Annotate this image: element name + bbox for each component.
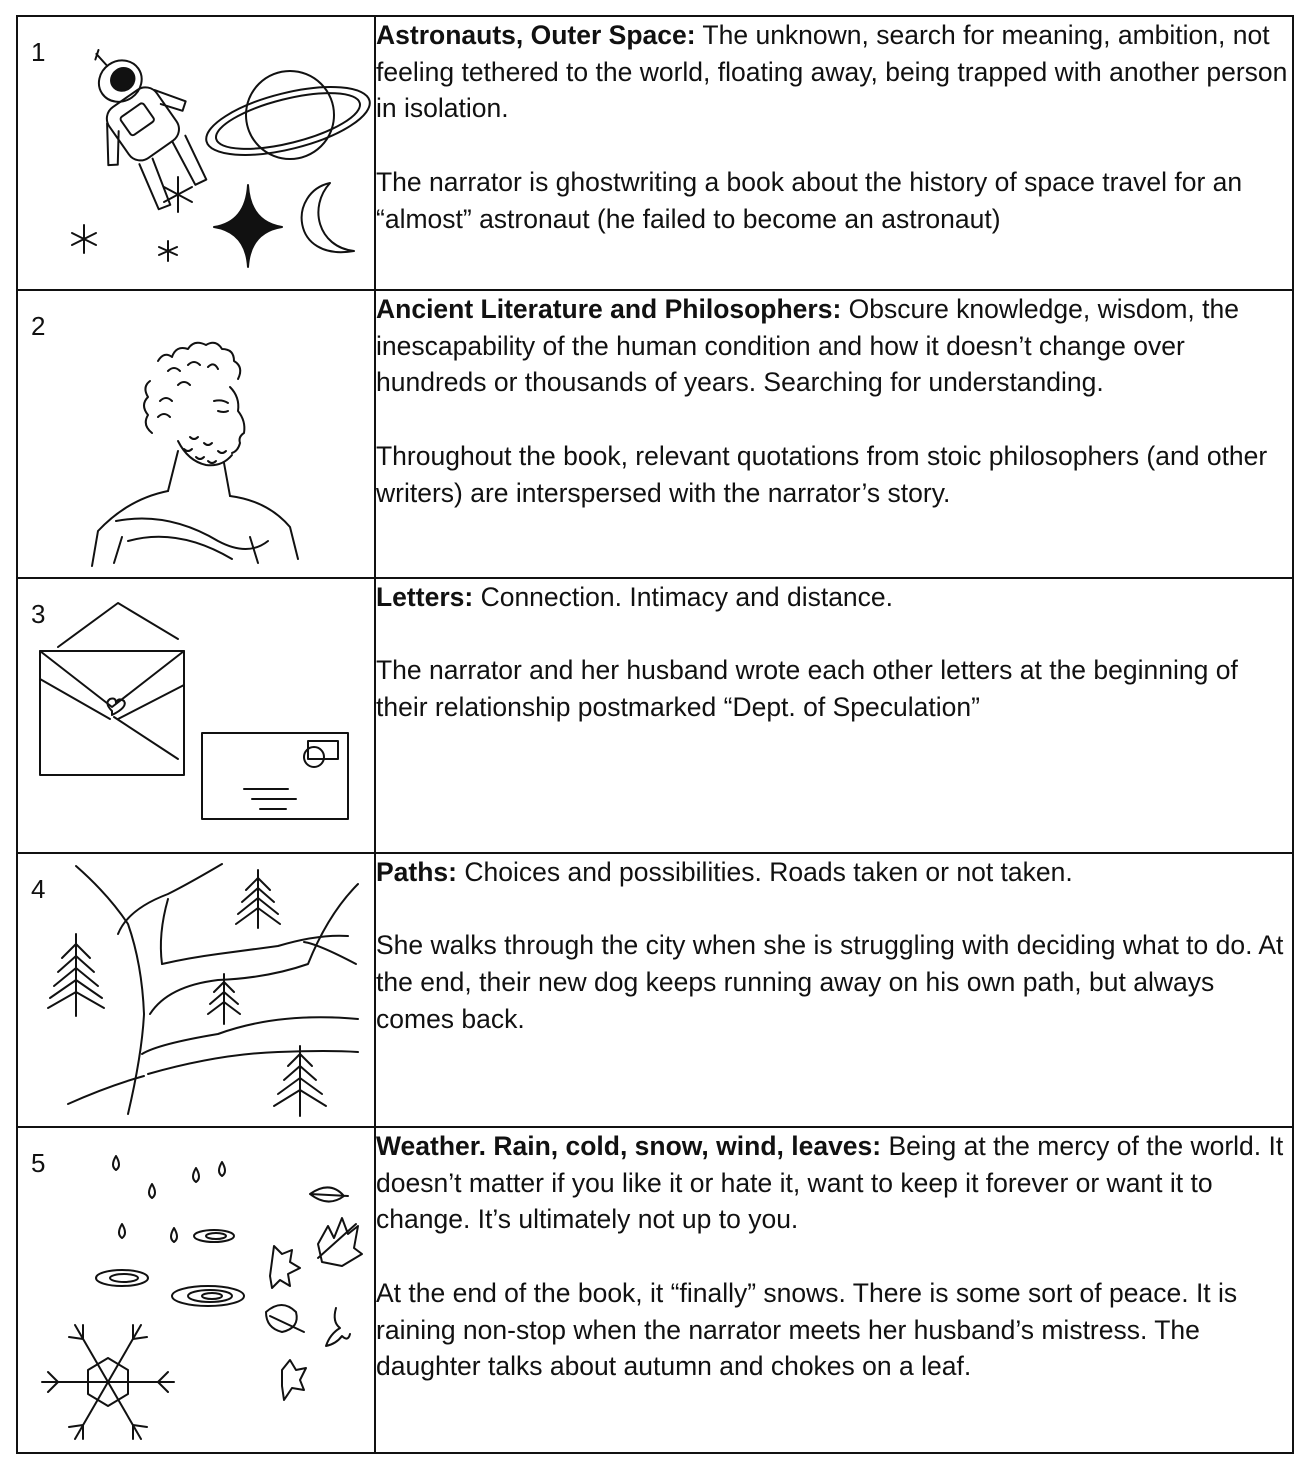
motif-description (376, 17, 1292, 127)
motif-title: Ancient Literature and Philosophers: (376, 294, 842, 324)
table-row (17, 853, 1293, 1127)
row-number: 5 (31, 1148, 46, 1178)
table-row (17, 578, 1293, 853)
row-number: 4 (31, 874, 46, 904)
astronaut-icon (18, 17, 374, 291)
table-row (17, 290, 1293, 578)
description-cell (375, 1127, 1293, 1453)
motif-meaning: Being at the mercy of the world. It doesn’t matter if you like it or hate it, want to keep it forever or want it to change. It’s ultimately not up to you. (376, 1131, 1284, 1235)
motif-note: The narrator and her husband wrote each other letters at the beginning of their relationship postmarked “Dept. of Speculation” (376, 655, 1238, 723)
motif-meaning: Choices and possibilities. Roads taken or not taken. (457, 857, 1073, 887)
motif-title: Weather. Rain, cold, snow, wind, leaves: (376, 1131, 882, 1161)
motif-title: Paths: (376, 857, 457, 887)
forking-paths-icon (18, 854, 374, 1128)
philosopher-bust-icon (18, 291, 374, 579)
table-row (17, 1127, 1293, 1453)
description-cell (375, 578, 1293, 853)
description-cell (375, 290, 1293, 578)
motif-meaning: Connection. Intimacy and distance. (473, 582, 894, 612)
row-number: 2 (31, 311, 46, 341)
illustration-cell (17, 853, 375, 1127)
row-number: 1 (31, 37, 46, 67)
weather-icon (18, 1128, 374, 1454)
motif-meaning: Obscure knowledge, wisdom, the inescapability of the human condition and how it doesn’t change over hundreds or thousands of years. Searching for understanding. (376, 294, 1239, 398)
motifs-table (16, 15, 1294, 1454)
description-cell (375, 16, 1293, 290)
motif-title: Letters: (376, 582, 474, 612)
motif-meaning: The unknown, search for meaning, ambition, not feeling tethered to the world, floating away, being trapped with another person in isolation. (376, 20, 1288, 124)
description-cell (375, 853, 1293, 1127)
table-row (17, 16, 1293, 290)
motif-description (376, 291, 1292, 401)
motif-description (376, 1128, 1292, 1238)
motif-title: Astronauts, Outer Space: (376, 20, 696, 50)
motif-note: Throughout the book, relevant quotations from stoic philosophers (and other writers) are interspersed with the narrator’s story. (376, 440, 1268, 508)
motif-description (376, 854, 1292, 891)
illustration-cell (17, 1127, 375, 1453)
motif-note: At the end of the book, it “finally” snows. There is some sort of peace. It is raining non-stop when the narrator meets her husband’s mistress. The daughter talks about autumn and chokes on a leaf. (376, 1277, 1238, 1382)
illustration-cell (17, 16, 375, 290)
motif-description (376, 579, 1292, 616)
row-number: 3 (31, 599, 46, 629)
illustration-cell (17, 578, 375, 853)
motif-note: The narrator is ghostwriting a book about the history of space travel for an “almost” astronaut (he failed to become an astronaut) (376, 166, 1243, 234)
motif-note: She walks through the city when she is struggling with deciding what to do. At the end, their new dog keeps running away on his own path, but always comes back. (376, 930, 1284, 1034)
illustration-cell (17, 290, 375, 578)
envelope-icon (18, 579, 374, 854)
